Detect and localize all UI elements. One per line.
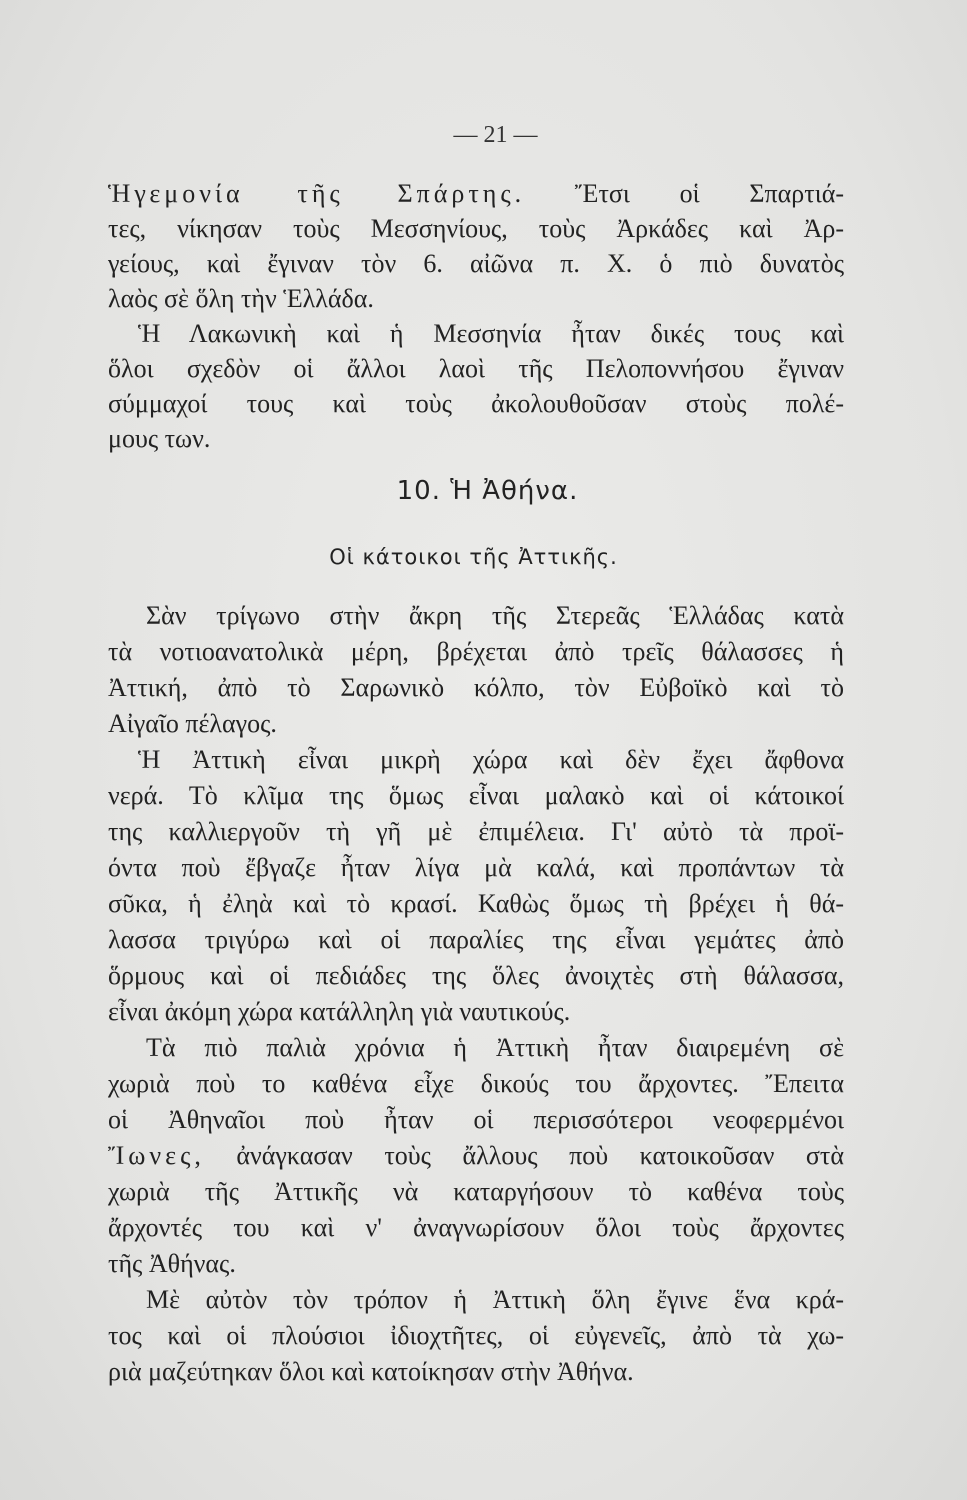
text-line: Ἡ Ἀττικὴ εἶναι μικρὴ χώρα καὶ δὲν ἔχει ἄφθονα (138, 745, 844, 774)
text-line: Ἡγεμονία τῆς Σπάρτης. Ἔτσι οἱ Σπαρτιά- (108, 179, 844, 208)
text-line: Αἰγαῖο πέλαγος. (108, 709, 277, 738)
text-line: Ἴωνες, ἀνάγκασαν τοὺς ἄλλους ποὺ κατοικοῦσαν στὰ (108, 1141, 844, 1170)
emphasis-word: Ἴωνες, (108, 1141, 205, 1170)
text-line: ὅλοι σχεδὸν οἱ ἄλλοι λαοὶ τῆς Πελοποννήσου ἔγιναν (108, 354, 844, 383)
chapter-subtitle: Οἱ κάτοικοι τῆς Ἀττικῆς. (329, 545, 618, 569)
text-line: Ἀττική, ἀπὸ τὸ Σαρωνικὸ κόλπο, τὸν Εὐβοϊκὸ καὶ τὸ (108, 673, 844, 702)
text-line: της καλλιεργοῦν τὴ γῆ μὲ ἐπιμέλεια. Γι' αὐτὸ τὰ προϊ- (108, 817, 844, 846)
text-line: νερά. Τὸ κλῖμα της ὅμως εἶναι μαλακὸ καὶ οἱ κάτοικοί (108, 781, 844, 810)
text-line: γείους, καὶ ἔγιναν τὸν 6. αἰῶνα π. Χ. ὁ πιὸ δυνατὸς (108, 249, 844, 278)
text-line: μους των. (108, 424, 211, 453)
text-line: τὰ νοτιοανατολικὰ μέρη, βρέχεται ἀπὸ τρεῖς θάλασσες ἡ (108, 637, 844, 666)
text-line: οἱ Ἀθηναῖοι ποὺ ἦταν οἱ περισσότεροι νεοφερμένοι (108, 1105, 844, 1134)
text-line: τος καὶ οἱ πλούσιοι ἰδιοχτῆτες, οἱ εὐγενεῖς, ἀπὸ τὰ χω- (108, 1321, 844, 1350)
text-line: ἄρχοντές του καὶ ν' ἀναγνωρίσουν ὅλοι τοὺς ἄρχοντες (108, 1213, 844, 1242)
text-line: λαὸς σὲ ὅλη τὴν Ἑλλάδα. (108, 284, 374, 313)
text-line: τες, νίκησαν τοὺς Μεσσηνίους, τοὺς Ἀρκάδες καὶ Ἀρ- (108, 214, 844, 243)
section-lead: Ἡγεμονία τῆς Σπάρτης. (108, 179, 526, 208)
text-line: Ἡ Λακωνικὴ καὶ ἡ Μεσσηνία ἦταν δικές τους καὶ (138, 319, 844, 348)
page-number: — 21 — (453, 122, 538, 148)
text-line: Μὲ αὐτὸν τὸν τρόπον ἡ Ἀττικὴ ὅλη ἔγινε ἕνα κρά- (146, 1285, 844, 1314)
text-line: Σὰν τρίγωνο στὴν ἄκρη τῆς Στερεᾶς Ἑλλάδας κατὰ (146, 601, 844, 630)
text-line: ριὰ μαζεύτηκαν ὅλοι καὶ κατοίκησαν στὴν Ἀθήνα. (108, 1357, 634, 1386)
text-line: λασσα τριγύρω καὶ οἱ παραλίες της εἶναι γεμάτες ἀπὸ (108, 925, 844, 954)
text-line: χωριὰ τῆς Ἀττικῆς νὰ καταργήσουν τὸ καθένα τοὺς (108, 1177, 844, 1206)
text-line: σύμμαχοί τους καὶ τοὺς ἀκολουθοῦσαν στοὺς πολέ- (108, 389, 844, 418)
text-line: τῆς Ἀθήνας. (108, 1249, 236, 1278)
text-line: όντα ποὺ ἔβγαζε ἦταν λίγα μὰ καλά, καὶ προπάντων τὰ (108, 853, 844, 882)
chapter-title: 10. Ἡ Ἀθήνα. (396, 476, 579, 506)
text-line: σῦκα, ἡ ἐληὰ καὶ τὸ κρασί. Καθὼς ὅμως τὴ βρέχει ἡ θά- (108, 889, 844, 918)
text-line: Τὰ πιὸ παλιὰ χρόνια ἡ Ἀττικὴ ἦταν διαιρεμένη σὲ (146, 1033, 844, 1062)
text-line: εἶναι ἀκόμη χώρα κατάλληλη γιὰ ναυτικούς. (108, 997, 571, 1026)
text-line: χωριὰ ποὺ το καθένα εἶχε δικούς του ἄρχοντες. Ἔπειτα (108, 1069, 844, 1098)
text-line: ὅρμους καὶ οἱ πεδιάδες της ὅλες ἀνοιχτὲς στὴ θάλασσα, (108, 961, 844, 990)
